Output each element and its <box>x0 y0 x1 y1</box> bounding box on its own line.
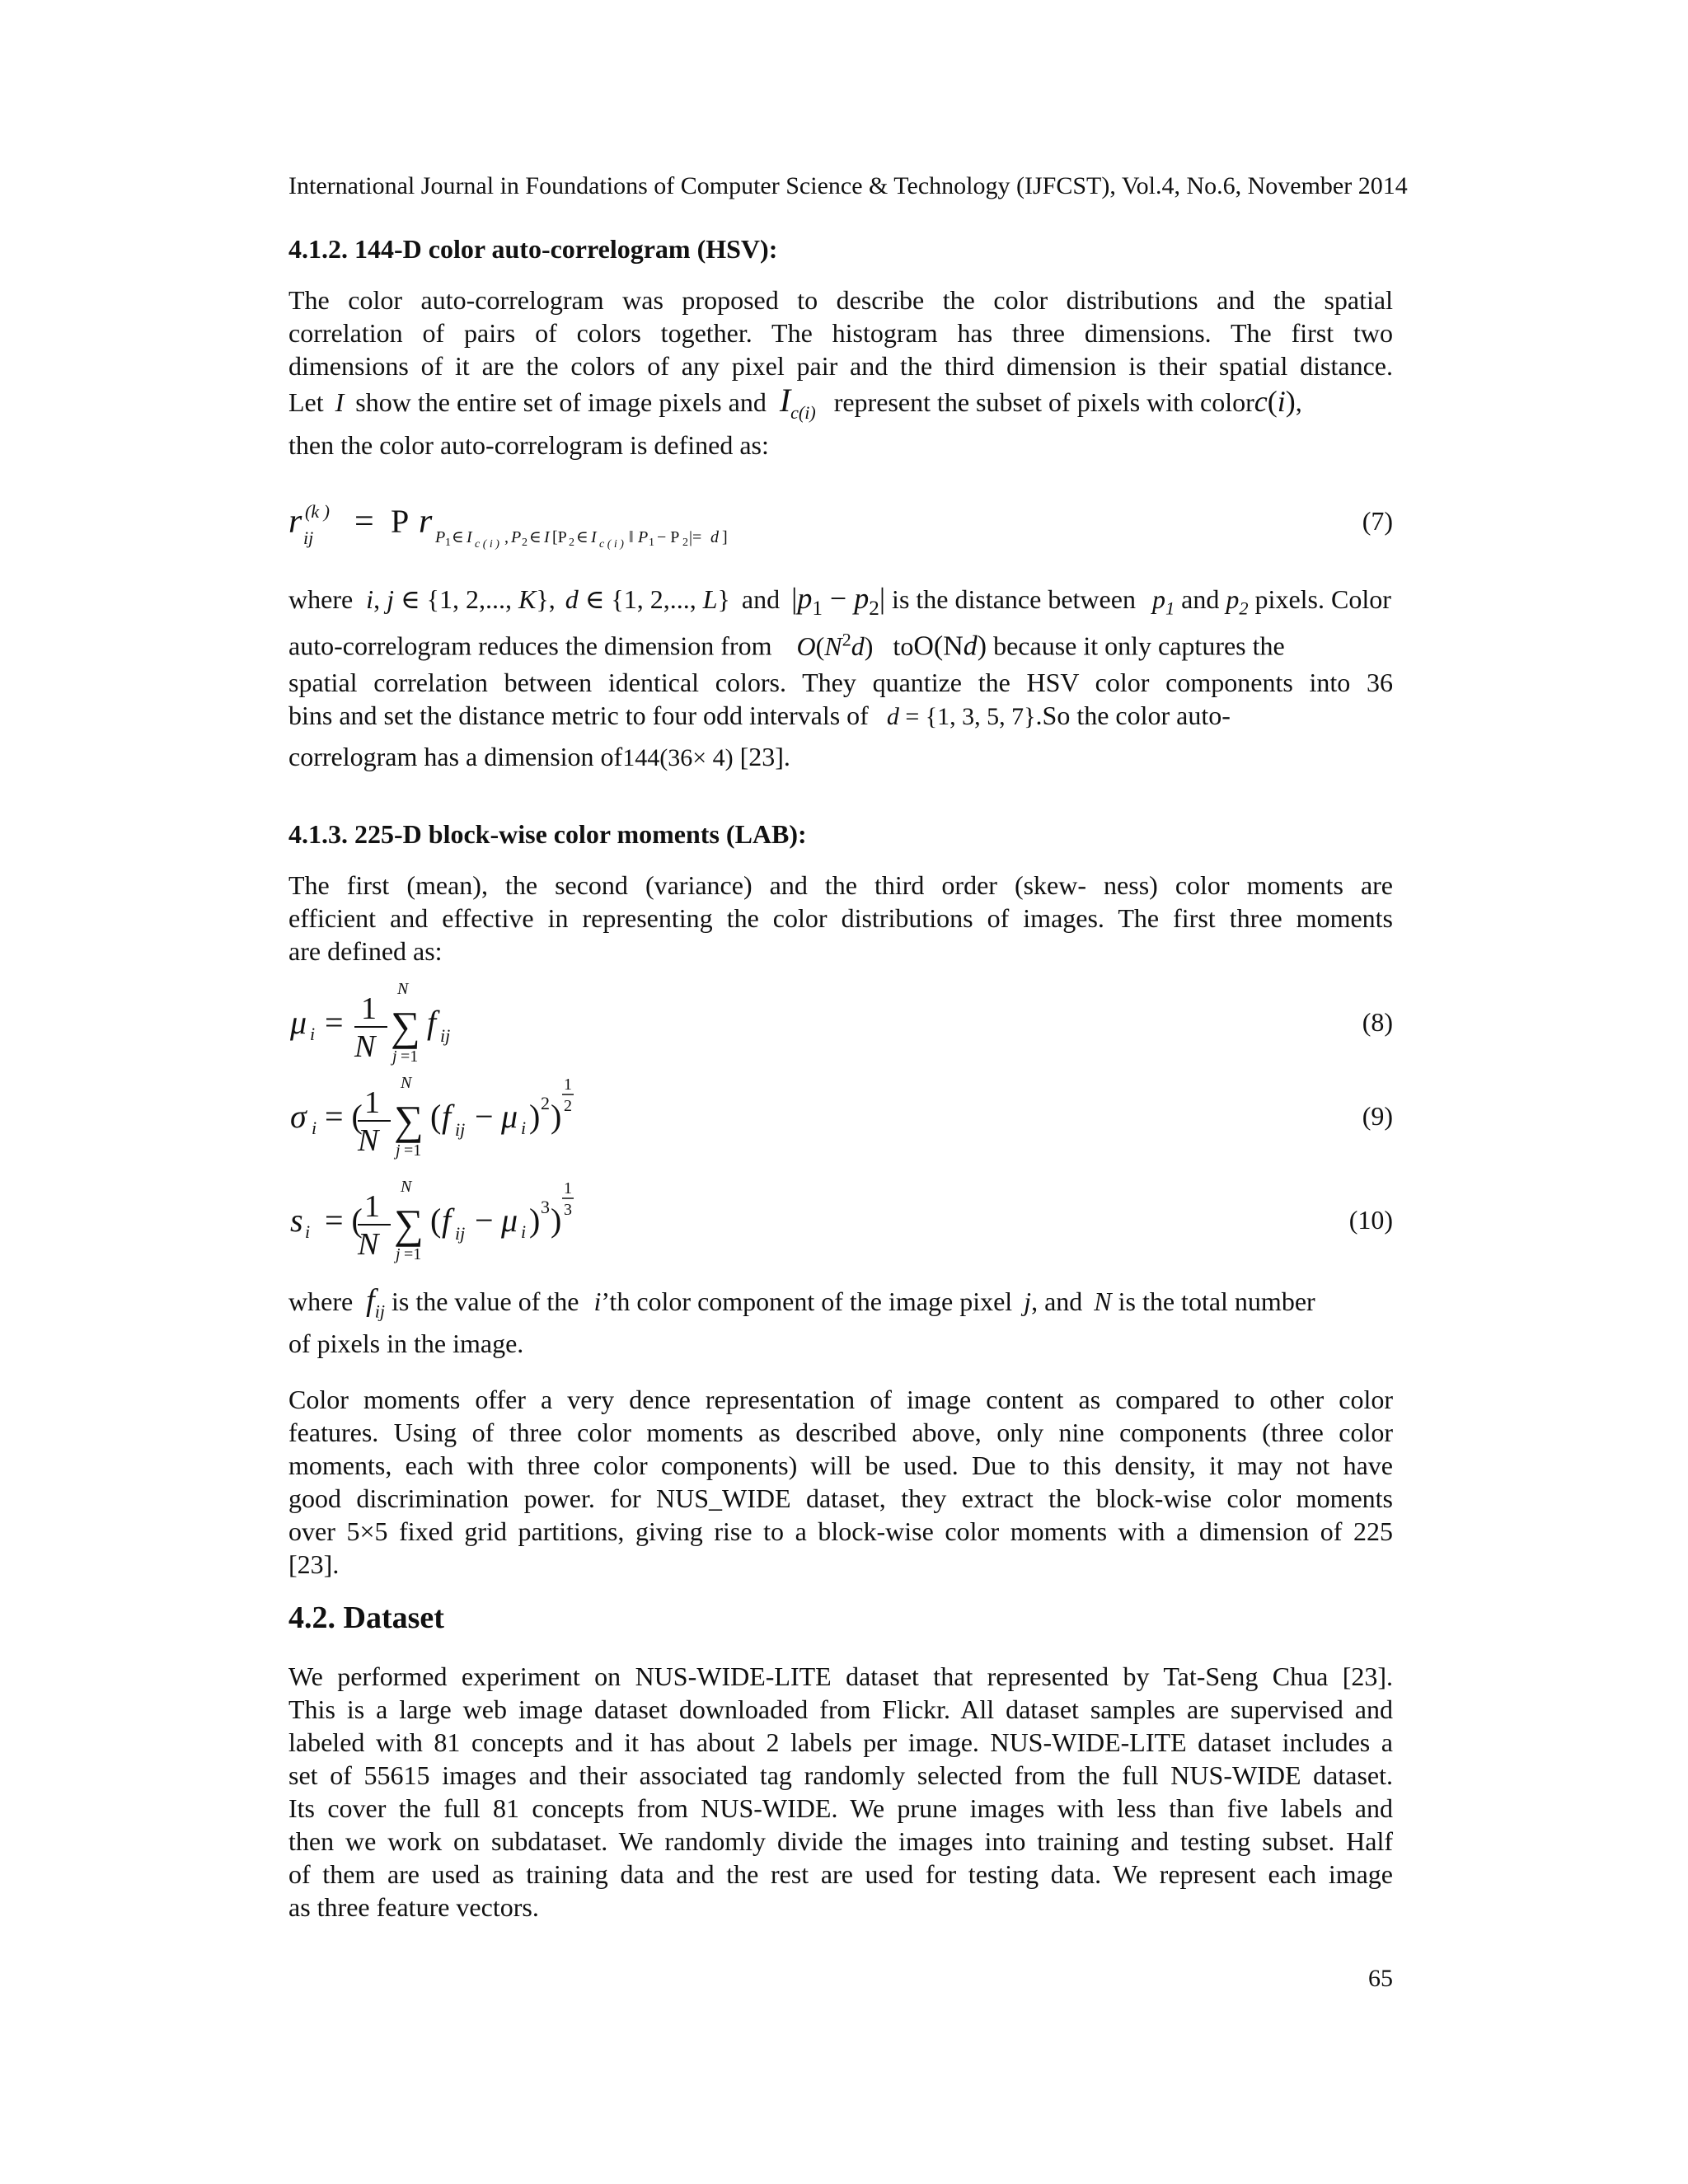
svg-text:c ( i ): c ( i ) <box>475 538 499 551</box>
svg-text:): ) <box>529 1202 541 1239</box>
svg-text:∈: ∈ <box>529 528 542 546</box>
svg-text:N: N <box>358 1123 379 1158</box>
svg-text:1: 1 <box>364 1085 380 1120</box>
equation-10 <box>288 1169 1393 1264</box>
text-line: good discrimination power. for NUS_WIDE dataset, they extract the block-wise color moments <box>288 1483 1393 1513</box>
svg-text:2: 2 <box>522 537 528 549</box>
text-line: Its cover the full 81 concepts from NUS-WIDE. We prune images with less than five labels and <box>288 1793 1393 1823</box>
svg-text:]: ] <box>722 528 728 546</box>
svg-text:i: i <box>312 1118 317 1138</box>
paragraph-autocorrelogram-intro <box>288 284 1393 382</box>
svg-text:σ: σ <box>290 1098 307 1135</box>
equation-7-formula <box>285 490 1192 564</box>
text-line: as three feature vectors. <box>288 1892 539 1922</box>
text-line: The color auto-correlogram was proposed to describe the color distributions and the spatial <box>288 285 1393 315</box>
equation-10-formula <box>288 1169 865 1264</box>
equation-7 <box>288 490 1393 572</box>
svg-text:= (: = ( <box>325 1098 363 1135</box>
svg-text:μ: μ <box>501 1098 518 1135</box>
text-line: Color moments offer a very dence representation of image content as compared to other color <box>288 1385 1393 1414</box>
svg-text:P: P <box>435 528 446 546</box>
svg-text:N: N <box>401 1074 412 1092</box>
svg-text:1: 1 <box>364 1189 380 1224</box>
svg-text:f: f <box>427 1004 437 1041</box>
where-line-fij: where $f_{ij}$ is the value of the i’th color component of the image pixel j, and N is the total number <box>288 1283 1315 1322</box>
equation-number: (9) <box>1362 1101 1393 1131</box>
svg-text:ij: ij <box>455 1119 466 1140</box>
svg-text:i: i <box>305 1221 311 1242</box>
svg-text:=: = <box>325 1004 344 1041</box>
text-line: then we work on subdataset. We randomly divide the images into training and testing subset. Half <box>288 1826 1393 1856</box>
text-line: The first (mean), the second (variance) and the third order (skew- ness) color moments are <box>288 870 1393 900</box>
svg-text:∈: ∈ <box>452 528 464 546</box>
svg-text:=1: =1 <box>401 1047 419 1066</box>
text-line: correlation of pairs of colors together. The histogram has three dimensions. The first two <box>288 318 1393 348</box>
svg-text:I: I <box>467 528 472 546</box>
svg-text:f: f <box>442 1098 452 1135</box>
svg-text:3: 3 <box>541 1197 550 1217</box>
svg-text:s: s <box>290 1202 303 1239</box>
svg-text:P: P <box>391 503 410 540</box>
equation-number: (7) <box>1362 506 1393 536</box>
svg-text:=1: =1 <box>404 1141 422 1160</box>
svg-text:c ( i ): c ( i ) <box>599 538 624 551</box>
svg-text:r: r <box>419 503 433 541</box>
svg-text:[P: [P <box>552 528 567 546</box>
text-line: are defined as: <box>288 936 443 966</box>
symbol-Ic: $I_{c(i)}$ <box>779 382 816 423</box>
text-line: labeled with 81 concepts and it has about 2 labels per image. NUS-WIDE-LITE dataset includes a <box>288 1727 1393 1757</box>
svg-text:ij: ij <box>440 1025 451 1046</box>
svg-text:=1: =1 <box>404 1245 422 1263</box>
section-heading-4-1-2: 4.1.2. 144-D color auto-correlogram (HSV): <box>288 234 778 264</box>
svg-text:∑: ∑ <box>394 1097 424 1143</box>
let-line: Let I show the entire set of image pixels and $I_{c(i)}$ represent the subset of pixels with colorc(i), <box>288 382 1302 423</box>
svg-text:3: 3 <box>564 1201 572 1219</box>
svg-text:∑: ∑ <box>394 1201 424 1247</box>
text-line: moments, each with three color components) will be used. Due to this density, it may not have <box>288 1451 1393 1480</box>
svg-text:f: f <box>442 1202 452 1239</box>
text-line: of them are used as training data and the rest are used for testing data. We represent each image <box>288 1859 1393 1889</box>
svg-text:N: N <box>358 1227 379 1262</box>
svg-text:j: j <box>396 1245 401 1263</box>
svg-text:(k ): (k ) <box>305 501 330 522</box>
svg-text:2: 2 <box>564 1097 572 1115</box>
paragraph-dataset <box>288 1660 1393 1924</box>
svg-text:(: ( <box>430 1202 442 1239</box>
symbol-ci: c <box>1254 385 1268 418</box>
svg-text:1: 1 <box>649 537 654 549</box>
equation-9-formula <box>288 1073 865 1164</box>
text-line: dimensions of it are the colors of any pixel pair and the third dimension is their spatial distance. <box>288 351 1393 381</box>
svg-text:P: P <box>638 528 649 546</box>
symbol-I: I <box>335 387 345 417</box>
svg-text:μ: μ <box>501 1202 518 1239</box>
svg-text:1: 1 <box>361 991 377 1026</box>
equation-8 <box>288 979 1393 1070</box>
text-line: then the color auto-correlogram is defined as: <box>288 430 769 460</box>
where-line-1: where i, j ∈ {1, 2,..., K}, d ∈ {1, 2,..., L} and $|p_1 - p_2|$ is the distance between $p_1$ and $p_2$ pixels. Color <box>288 582 1391 621</box>
svg-text:1: 1 <box>564 1076 572 1094</box>
svg-text:i: i <box>310 1024 316 1044</box>
svg-text:): ) <box>551 1202 562 1239</box>
text-line: features. Using of three color moments as described above, only nine components (three color <box>288 1418 1393 1447</box>
svg-text:i: i <box>521 1118 527 1138</box>
svg-text:ij: ij <box>303 527 314 548</box>
svg-text:1: 1 <box>445 537 451 549</box>
text-line: over 5×5 fixed grid partitions, giving rise to a block-wise color moments with a dimension of 225 <box>288 1516 1393 1546</box>
text-line: [23]. <box>288 1549 340 1579</box>
svg-text:μ: μ <box>290 1004 307 1041</box>
svg-text:∑: ∑ <box>391 1003 420 1049</box>
svg-text:,: , <box>504 528 509 546</box>
text-line: We performed experiment on NUS-WIDE-LITE dataset that represented by Tat-Seng Chua [23]. <box>288 1661 1393 1691</box>
text-line: This is a large web image dataset downloaded from Flickr. All dataset samples are supervised and <box>288 1694 1393 1724</box>
text-line: efficient and effective in representing the color distributions of images. The first three moments <box>288 903 1393 933</box>
page-number: 65 <box>1368 1965 1393 1992</box>
paragraph-quantize <box>288 666 1393 699</box>
svg-text:‖: ‖ <box>629 528 634 546</box>
bins-line: bins and set the distance metric to four odd intervals of d = {1, 3, 5, 7}.So the color auto- <box>288 701 1231 730</box>
equation-8-formula <box>288 979 783 1070</box>
svg-text:2: 2 <box>569 537 574 549</box>
paragraph-color-moments-density <box>288 1383 1393 1581</box>
svg-text:j: j <box>392 1047 397 1066</box>
svg-text:(: ( <box>430 1098 442 1135</box>
svg-text:=: = <box>354 503 374 541</box>
svg-text:= (: = ( <box>325 1202 363 1239</box>
svg-text:N: N <box>401 1178 412 1196</box>
text-line: spatial correlation between identical colors. They quantize the HSV color components into 36 <box>288 668 1393 697</box>
svg-text:1: 1 <box>564 1179 572 1197</box>
where-line-2: auto-correlogram reduces the dimension from $O(N^2d)$ toO(Nd) because it only captures the <box>288 629 1285 662</box>
svg-text:2: 2 <box>541 1093 550 1113</box>
svg-text:2: 2 <box>682 537 688 549</box>
section-heading-4-2: 4.2. Dataset <box>288 1601 444 1635</box>
svg-text:d: d <box>710 528 719 546</box>
svg-text:∈: ∈ <box>576 528 588 546</box>
svg-text:r: r <box>288 503 302 541</box>
svg-text:j: j <box>396 1141 401 1160</box>
svg-text:ij: ij <box>455 1223 466 1244</box>
equation-9 <box>288 1073 1393 1164</box>
svg-text:−: − <box>475 1098 494 1135</box>
svg-text:N: N <box>397 980 409 998</box>
svg-text:N: N <box>354 1029 376 1064</box>
svg-text:): ) <box>551 1098 562 1135</box>
equation-number: (8) <box>1362 1007 1393 1037</box>
svg-text:P: P <box>511 528 522 546</box>
svg-text:− P: − P <box>657 528 680 546</box>
paragraph-color-moments-intro <box>288 869 1393 968</box>
text-line: set of 55615 images and their associated tag randomly selected from the full NUS-WIDE dataset. <box>288 1760 1393 1790</box>
equation-number: (10) <box>1348 1205 1393 1235</box>
svg-text:|=: |= <box>689 528 702 546</box>
svg-text:i: i <box>521 1221 527 1242</box>
section-heading-4-1-3: 4.1.3. 225-D block-wise color moments (LAB): <box>288 819 807 849</box>
svg-text:I: I <box>544 528 550 546</box>
correlogram-line: correlogram has a dimension of144(36× 4) [23]. <box>288 742 790 771</box>
svg-text:−: − <box>475 1202 494 1239</box>
journal-header: International Journal in Foundations of Computer Science & Technology (IJFCST), Vol.4, No.6, November 2014 <box>288 172 1408 199</box>
svg-text:): ) <box>529 1098 541 1135</box>
svg-text:I: I <box>591 528 597 546</box>
text-line: of pixels in the image. <box>288 1329 524 1358</box>
